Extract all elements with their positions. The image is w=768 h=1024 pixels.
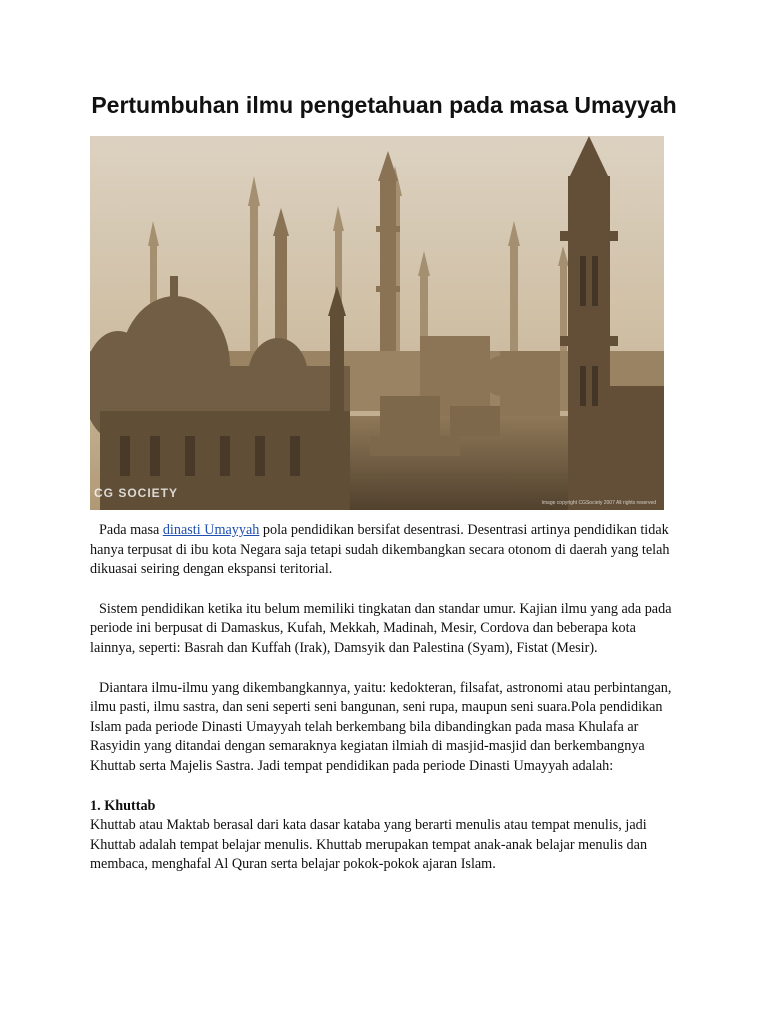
section-text-khuttab: Khuttab atau Maktab berasal dari kata dasar kataba yang berarti menulis atau tempat menulis, jadi Khuttab adalah tempat belajar menulis. Khuttab merupakan tempat anak-anak belajar menulis dan membaca, menghafal Al Quran serta belajar pokok-pokok ajaran Islam. [90,817,648,873]
image-credit: Image copyright CGSociety 2007 All rights reserved [541,500,656,506]
paragraph-intro [90,521,680,580]
section-heading-khuttab: 1. Khuttab [90,797,156,814]
image-watermark: CG SOCIETY [94,486,179,500]
city-illustration [90,136,664,510]
city-illustration-image [90,136,664,510]
paragraph-sciences: Diantara ilmu-ilmu yang dikembangkannya, yaitu: kedokteran, filsafat, astronomi atau perbintangan, ilmu pasti, ilmu sastra, dan seni seperti seni bangunan, seni rupa, maupun seni suara.Pola pendidikan Islam pada periode Dinasti Umayyah telah berkembang bila dibandingkan pada masa Khulafa ar Rasyidin yang ditandai dengan semaraknya kegiatan ilmiah di masjid-masjid dan berkembangnya Khuttab serta Majelis Sastra. Jadi tempat pendidikan pada periode Dinasti Umayyah adalah: [90,679,672,774]
document-title: Pertumbuhan ilmu pengetahuan pada masa Umayyah [91,92,677,118]
dinasti-umayyah-link[interactable]: dinasti Umayyah [162,522,260,538]
article-body [90,521,680,875]
paragraph-intro-rest: pola pendidikan bersifat desentrasi. Desentrasi artinya pendidikan tidak hanya terpusat di ibu kota Negara saja tetapi sudah dikembangkan secara otonom di daerah yang telah dikuasai seiring dengan ekspansi teritorial. [90,522,670,578]
paragraph-education-system: Sistem pendidikan ketika itu belum memiliki tingkatan dan standar umur. Kajian ilmu yang ada pada periode ini berpusat di Damaskus, Kufah, Mekkah, Madinah, Mesir, Cordova dan beberapa kota lainnya, seperti: Basrah dan Kuffah (Irak), Damsyik dan Palestina (Syam), Fistat (Mesir). [90,600,672,656]
paragraph-intro-lead: Pada masa [99,522,163,538]
